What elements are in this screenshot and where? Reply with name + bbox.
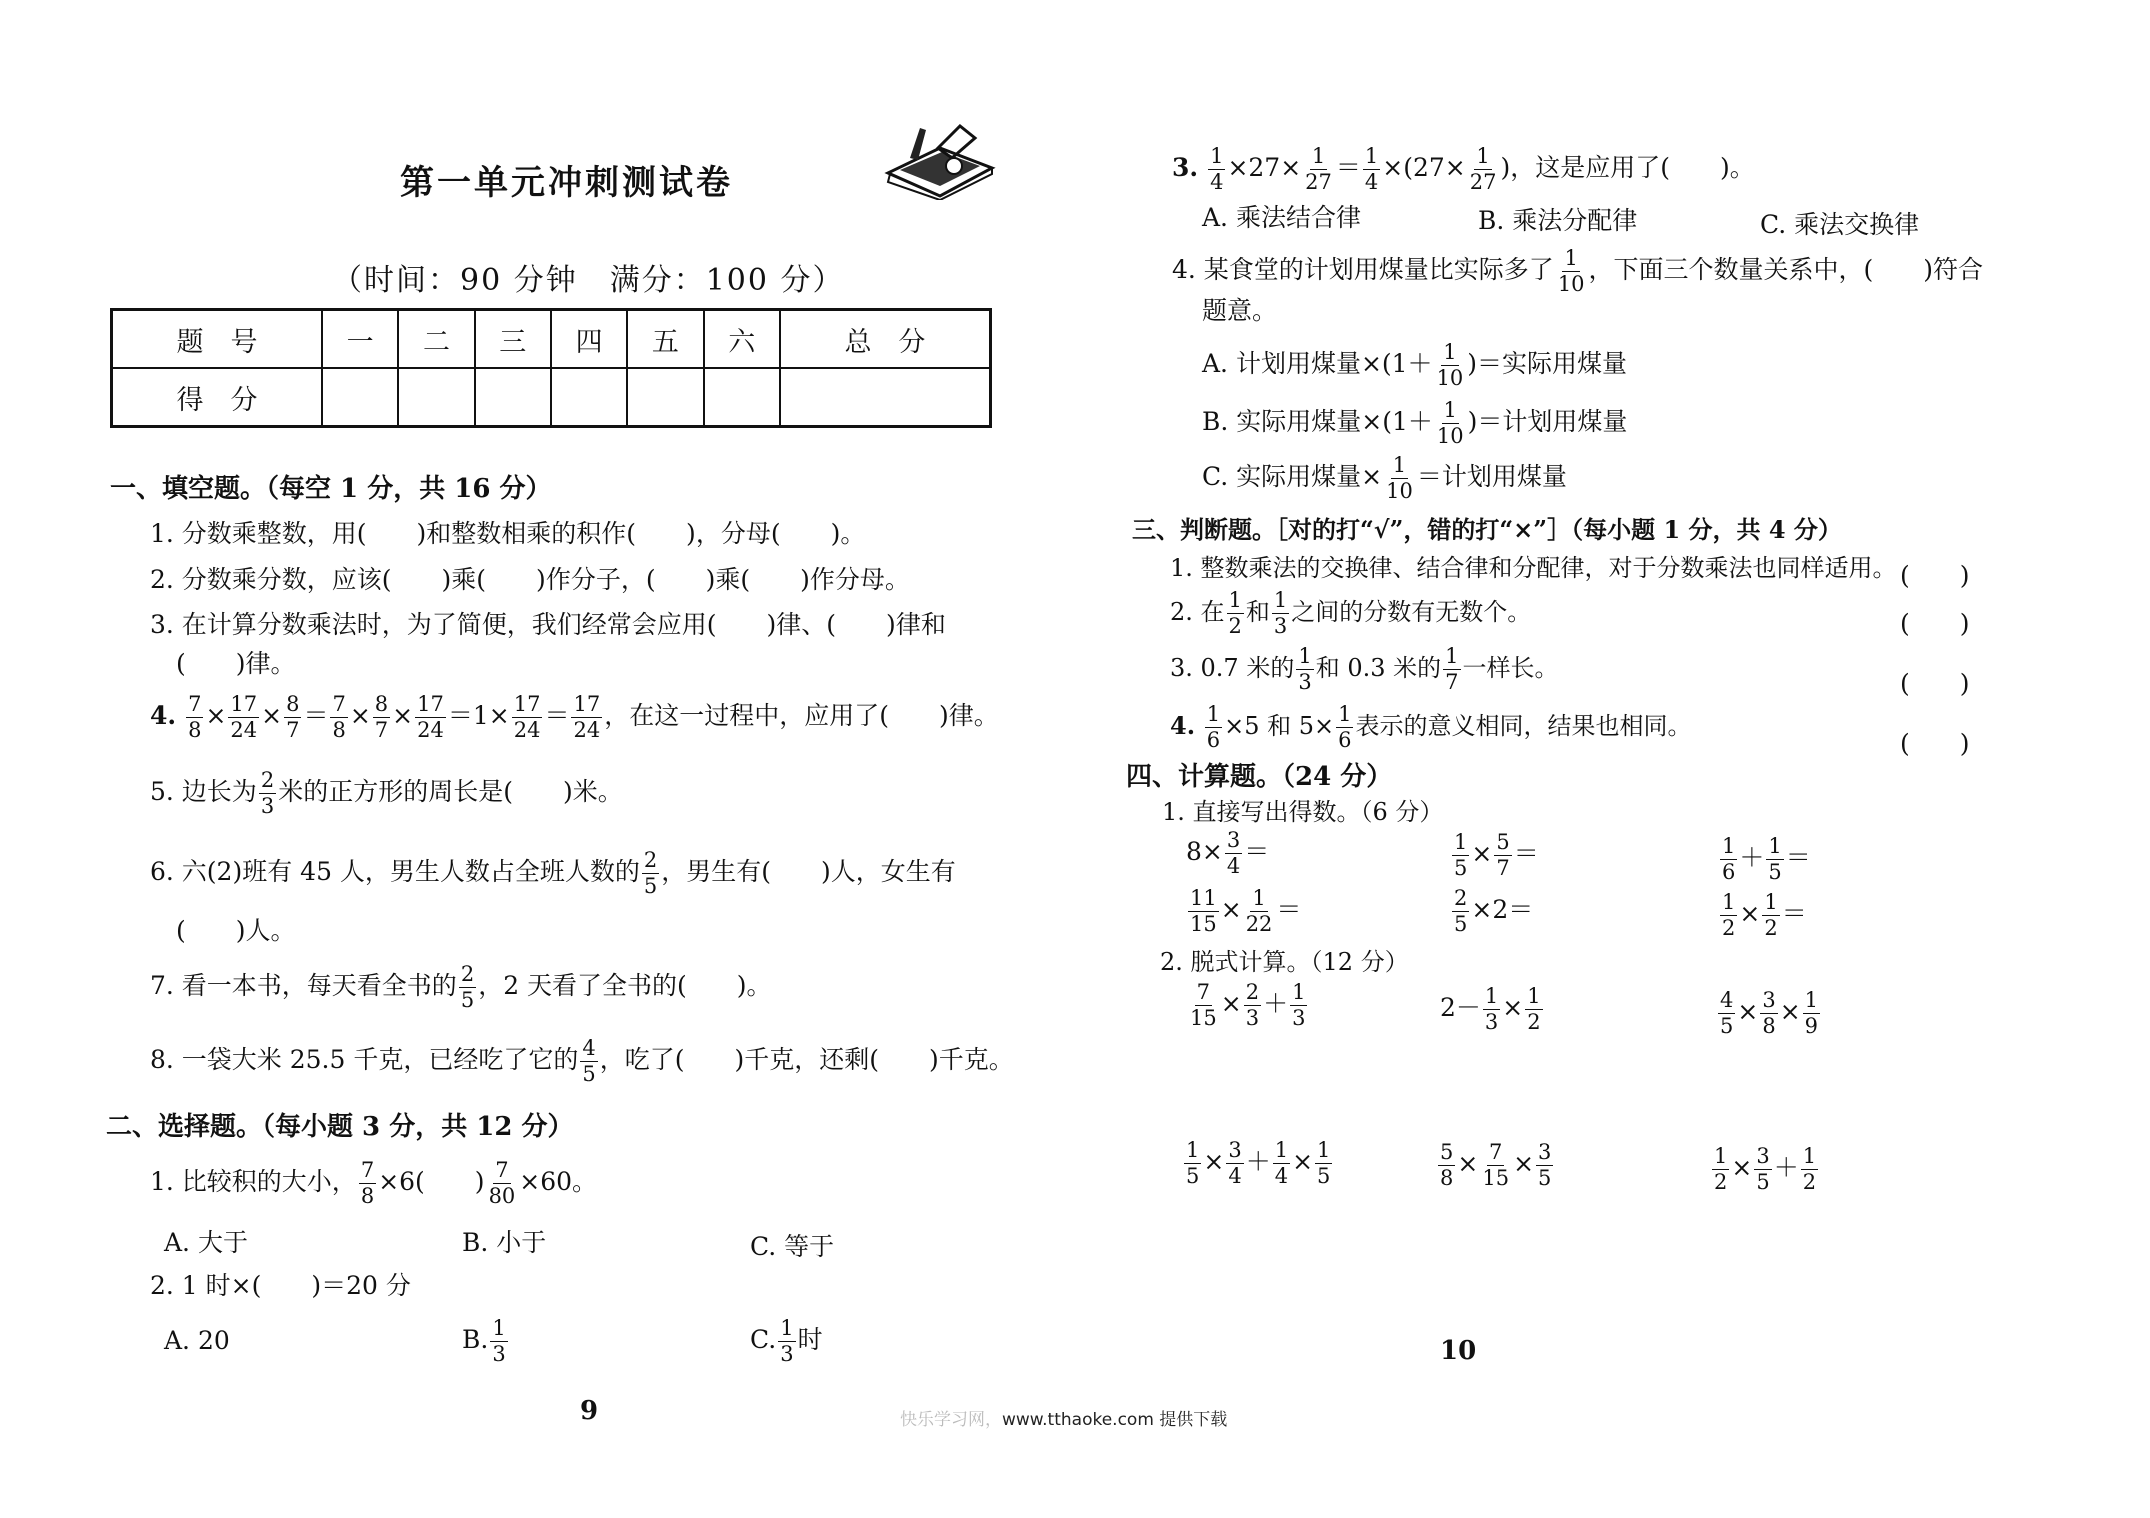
question-fill-5-pre: 5. 边长为: [150, 777, 257, 806]
fraction: $\frac{1}{6}$: [1206, 702, 1221, 752]
choice-2-option-b: [462, 1318, 510, 1365]
exam-title: 第一单元冲刺测试卷: [400, 163, 733, 203]
fraction: $\frac{7}{15}$: [1482, 1140, 1510, 1190]
section-choice-heading: 二、选择题。（每小题 3 分，共 12 分）: [106, 1112, 574, 1142]
fraction: $\frac{1}{3}$: [1292, 980, 1306, 1030]
calc-stepwise-heading: 2. 脱式计算。（12 分）: [1160, 948, 1409, 976]
fraction: $\frac{3}{5}$: [1756, 1144, 1770, 1194]
choice-4-option-c-post: ＝计划用煤量: [1416, 462, 1567, 491]
section-fill-blank-heading: 一、填空题。（每空 1 分，共 16 分）: [110, 474, 552, 504]
question-judge-3-post: 一样长。: [1462, 654, 1559, 682]
question-judge-2-mid: 和: [1245, 598, 1270, 626]
question-choice-1: [150, 1160, 597, 1207]
choice-3-option-b: B. 乘法分配律: [1478, 206, 1638, 235]
score-header-cell: 总 分: [780, 310, 991, 369]
question-fill-6-post: ，男生有( )人，女生有: [661, 857, 956, 886]
fraction: $\frac{1}{6}$: [1338, 702, 1352, 752]
score-header-cell: 五: [627, 310, 703, 369]
choice-4-option-a: [1202, 342, 1627, 389]
score-cell[interactable]: [398, 368, 474, 427]
calc-direct-item: $\frac{11}{15}$ × $\frac{1}{22}$ ＝: [1190, 886, 1302, 936]
fraction: $\frac{3}{4}$: [1228, 1138, 1242, 1188]
question-fill-7: [150, 964, 772, 1011]
fraction: $\frac{1}{3}$: [1298, 644, 1312, 694]
choice-2-option-a: A. 20: [164, 1326, 230, 1355]
fraction: $\frac{1}{2}$: [1527, 984, 1541, 1034]
calc-stepwise-item: $\frac{5}{8}$ × $\frac{7}{15}$ × $\frac{3}{5}$: [1440, 1140, 1552, 1190]
score-header-cell: 二: [398, 310, 474, 369]
page-number-left: 9: [580, 1396, 599, 1426]
fraction: $\frac{1}{27}$: [1305, 144, 1332, 194]
choice-2-option-c: [750, 1318, 823, 1365]
question-fill-5: [150, 770, 623, 817]
right-page: [1090, 0, 2150, 1518]
fraction: $\frac{4}{5}$: [1720, 988, 1734, 1038]
choice-2-option-b-label: B.: [462, 1325, 489, 1354]
fraction: $\frac{17}{24}$: [230, 692, 258, 742]
score-cell[interactable]: [627, 368, 703, 427]
question-fill-2: 2. 分数乘分数，应该( )乘( )作分子，( )乘( )作分母。: [150, 565, 910, 594]
fraction: $\frac{1}{5}$: [1454, 830, 1468, 880]
question-choice-1-pre: 1. 比较积的大小，: [150, 1167, 357, 1196]
question-fill-7-post: ，2 天看了全书的( )。: [478, 971, 772, 1000]
calc-direct-item: $\frac{1}{6}$ ＋ $\frac{1}{5}$ ＝: [1722, 834, 1811, 884]
score-header-cell: 一: [322, 310, 398, 369]
fraction: $\frac{1}{10}$: [1386, 453, 1413, 503]
calc-direct-item: 8× $\frac{3}{4}$ ＝: [1186, 828, 1270, 878]
fraction: $\frac{1}{3}$: [492, 1316, 506, 1366]
question-fill-8-post: ，吃了( )千克，还剩( )千克。: [599, 1045, 1014, 1074]
question-choice-4-pre: 4. 某食堂的计划用煤量比实际多了: [1172, 255, 1554, 284]
fraction: $\frac{7}{8}$: [188, 692, 202, 742]
score-cell[interactable]: [551, 368, 627, 427]
fraction: $\frac{7}{80}$: [488, 1158, 516, 1208]
choice-4-option-a-pre: A. 计划用煤量×(1＋: [1202, 349, 1433, 378]
choice-1-option-c: C. 等于: [750, 1232, 835, 1261]
choice-4-option-c-pre: C. 实际用煤量×: [1202, 462, 1383, 491]
question-judge-4-post: 表示的意义相同，结果也相同。: [1355, 712, 1692, 740]
fraction: $\frac{5}{7}$: [1496, 830, 1510, 880]
footer-faint-text: 快乐学习网，: [900, 1410, 1002, 1430]
fraction: $\frac{1}{2}$: [1802, 1144, 1817, 1194]
fraction: $\frac{2}{3}$: [1245, 980, 1260, 1030]
judge-answer-paren[interactable]: ( ): [1900, 669, 1970, 698]
score-header-cell: 六: [704, 310, 780, 369]
choice-4-option-b: [1202, 400, 1627, 447]
question-judge-2: [1170, 590, 1531, 637]
calc-stepwise-item: $\frac{7}{15}$ × $\frac{2}{3}$ ＋ $\frac{1}{3}$: [1190, 980, 1306, 1030]
fraction: $\frac{1}{6}$: [1722, 834, 1736, 884]
fraction: $\frac{1}{3}$: [1484, 984, 1499, 1034]
calc-stepwise-item: $\frac{4}{5}$ × $\frac{3}{8}$ × $\frac{1}{9}$: [1720, 988, 1819, 1038]
fraction: $\frac{1}{10}$: [1557, 246, 1585, 296]
fraction: $\frac{1}{3}$: [1273, 588, 1288, 638]
fraction: $\frac{7}{15}$: [1190, 980, 1217, 1030]
calc-direct-item: $\frac{1}{2}$ × $\frac{1}{2}$ ＝: [1722, 890, 1807, 940]
question-fill-6-line2: ( )人。: [176, 916, 296, 945]
fraction: $\frac{1}{7}$: [1445, 644, 1459, 694]
calc-stepwise-item: $\frac{1}{5}$ × $\frac{3}{4}$ ＋ $\frac{1}{4}$ × $\frac{1}{5}$: [1186, 1138, 1331, 1188]
fraction: $\frac{2}{5}$: [460, 962, 475, 1012]
choice-4-option-b-pre: B. 实际用煤量×(1＋: [1202, 407, 1433, 436]
fraction: $\frac{8}{7}$: [286, 692, 300, 742]
fraction: $\frac{3}{8}$: [1762, 988, 1776, 1038]
fraction: $\frac{1}{9}$: [1804, 988, 1819, 1038]
book-desk-illustration-icon: [880, 118, 998, 200]
fraction: $\frac{3}{4}$: [1226, 828, 1241, 878]
fraction: $\frac{1}{22}$: [1245, 886, 1273, 936]
fraction: $\frac{1}{2}$: [1714, 1144, 1728, 1194]
score-table-header-row: [112, 310, 991, 369]
fraction: $\frac{2}{3}$: [260, 768, 275, 818]
calc-direct-item: $\frac{2}{5}$ ×2＝: [1454, 886, 1534, 936]
fraction: $\frac{3}{5}$: [1538, 1140, 1552, 1190]
question-judge-2-pre: 2. 在: [1170, 598, 1225, 626]
question-choice-4-post: ，下面三个数量关系中，( )符合: [1588, 255, 1984, 284]
fraction: $\frac{1}{2}$: [1764, 890, 1778, 940]
choice-2-option-c-label: C.: [750, 1325, 777, 1354]
choice-4-option-a-post: )＝实际用煤量: [1467, 349, 1628, 378]
question-fill-1: 1. 分数乘整数，用( )和整数相乘的积作( )，分母( )。: [150, 519, 866, 548]
question-fill-4: 4. $\frac{7}{8}$ × $\frac{17}{24}$ × $\frac{8}{7}$ ＝ $\frac{7}{8}$ × $\frac{8}{7}$ × $\frac{17}{24}$ ＝1× $\frac{17}{24}$ ＝ $\frac{17}{24}$ ，在这一过程中，应用了( )律。: [150, 692, 999, 742]
exam-subtitle: （时间：90 分钟 满分：100 分）: [332, 263, 845, 298]
question-fill-4-tail: ，在这一过程中，应用了( )律。: [604, 701, 999, 730]
question-fill-3-line1: 3. 在计算分数乘法时，为了简便，我们经常会应用( )律、( )律和: [150, 610, 946, 639]
score-header-cell: 三: [475, 310, 551, 369]
fraction: $\frac{11}{15}$: [1190, 886, 1217, 936]
fraction: $\frac{1}{2}$: [1722, 890, 1736, 940]
fraction: $\frac{17}{24}$: [573, 692, 601, 742]
question-choice-4: [1172, 248, 1983, 295]
question-fill-7-pre: 7. 看一本书，每天看全书的: [150, 971, 457, 1000]
question-fill-8: [150, 1038, 1014, 1085]
question-fill-5-post: 米的正方形的周长是( )米。: [278, 777, 623, 806]
question-judge-1: 1. 整数乘法的交换律、结合律和分配律，对于分数乘法也同样适用。: [1170, 554, 1897, 582]
footer-download-note: [900, 1405, 1227, 1430]
question-judge-3: [1170, 646, 1559, 693]
question-fill-8-pre: 8. 一袋大米 25.5 千克，已经吃了它的: [150, 1045, 579, 1074]
question-judge-3-pre: 3. 0.7 米的: [1170, 654, 1295, 682]
question-fill-3-line2: ( )律。: [176, 649, 296, 678]
judge-answer-paren[interactable]: ( ): [1900, 609, 1970, 638]
fraction: $\frac{1}{10}$: [1436, 398, 1464, 448]
question-choice-1-post: ×60。: [519, 1167, 598, 1196]
fraction: $\frac{17}{24}$: [513, 692, 541, 742]
fraction: $\frac{5}{8}$: [1440, 1140, 1454, 1190]
choice-3-option-c: C. 乘法交换律: [1760, 210, 1920, 239]
question-choice-1-mid: ×6( ): [378, 1167, 485, 1196]
judge-answer-paren[interactable]: ( ): [1900, 561, 1970, 590]
choice-4-option-c: [1202, 455, 1567, 502]
question-judge-3-mid: 和 0.3 米的: [1315, 654, 1442, 682]
score-cell[interactable]: [780, 368, 991, 427]
left-page: [0, 0, 1060, 1518]
question-fill-6-pre: 6. 六(2)班有 45 人，男生人数占全班人数的: [150, 857, 640, 886]
section-calc-heading: 四、计算题。（24 分）: [1126, 762, 1393, 792]
fraction: $\frac{1}{5}$: [1768, 834, 1782, 884]
question-judge-4: 4. $\frac{1}{6}$ ×5 和 5× $\frac{1}{6}$ 表示的意义相同，结果也相同。: [1170, 702, 1692, 752]
footer-text: www.tthaoke.com 提供下载: [1002, 1410, 1228, 1430]
question-choice-4-line2: 题意。: [1202, 296, 1278, 325]
fraction: $\frac{1}{2}$: [1228, 588, 1242, 638]
page-number-right: 10: [1440, 1336, 1477, 1366]
fraction: $\frac{4}{5}$: [582, 1036, 596, 1086]
choice-2-option-c-unit: 时: [797, 1325, 823, 1354]
score-row-label: 得 分: [112, 368, 323, 427]
fraction: $\frac{1}{4}$: [1210, 144, 1224, 194]
fraction: $\frac{1}{27}$: [1469, 144, 1497, 194]
calc-stepwise-item: 2－ $\frac{1}{3}$ × $\frac{1}{2}$: [1440, 984, 1541, 1034]
choice-1-option-a: A. 大于: [164, 1228, 248, 1257]
fraction: $\frac{1}{10}$: [1436, 340, 1464, 390]
choice-1-option-b: B. 小于: [462, 1228, 547, 1257]
choice-3-option-a: A. 乘法结合律: [1202, 203, 1361, 232]
calc-stepwise-item: $\frac{1}{2}$ × $\frac{3}{5}$ ＋ $\frac{1}{2}$: [1714, 1144, 1817, 1194]
score-table-score-row: [112, 368, 991, 427]
question-choice-2: 2. 1 时×( )＝20 分: [150, 1271, 411, 1300]
choice-4-option-b-post: )＝计划用煤量: [1467, 407, 1628, 436]
calc-direct-heading: 1. 直接写出得数。（6 分）: [1162, 798, 1444, 826]
fraction: $\frac{7}{8}$: [332, 692, 346, 742]
fraction: $\frac{1}{5}$: [1317, 1138, 1331, 1188]
question-judge-2-post: 之间的分数有无数个。: [1291, 598, 1532, 626]
section-judge-heading: 三、判断题。［对的打“√”，错的打“×”］（每小题 1 分，共 4 分）: [1132, 515, 1842, 544]
score-header-cell: 题 号: [112, 310, 323, 369]
score-cell[interactable]: [475, 368, 551, 427]
question-choice-3-tail: ，这是应用了( )。: [1510, 153, 1755, 182]
fraction: $\frac{1}{5}$: [1186, 1138, 1200, 1188]
score-cell[interactable]: [704, 368, 780, 427]
fraction: $\frac{2}{5}$: [1454, 886, 1468, 936]
fraction: $\frac{2}{5}$: [643, 848, 658, 898]
fraction: $\frac{8}{7}$: [374, 692, 389, 742]
score-table: [110, 308, 992, 428]
fraction: $\frac{7}{8}$: [360, 1158, 375, 1208]
fraction: $\frac{17}{24}$: [417, 692, 444, 742]
fraction: $\frac{1}{3}$: [780, 1316, 794, 1366]
question-fill-6: [150, 850, 956, 897]
fraction: $\frac{1}{4}$: [1364, 144, 1379, 194]
score-header-cell: 四: [551, 310, 627, 369]
question-choice-3: 3. $\frac{1}{4}$ ×27× $\frac{1}{27}$ ＝ $\frac{1}{4}$ ×(27× $\frac{1}{27}$ )，这是应用了( )。: [1172, 144, 1755, 194]
judge-answer-paren[interactable]: ( ): [1900, 729, 1970, 758]
question-judge-4-mid: ×5 和 5×: [1224, 712, 1335, 740]
fraction: $\frac{1}{4}$: [1274, 1138, 1289, 1188]
score-cell[interactable]: [322, 368, 398, 427]
calc-direct-item: $\frac{1}{5}$ × $\frac{5}{7}$ ＝: [1454, 830, 1539, 880]
